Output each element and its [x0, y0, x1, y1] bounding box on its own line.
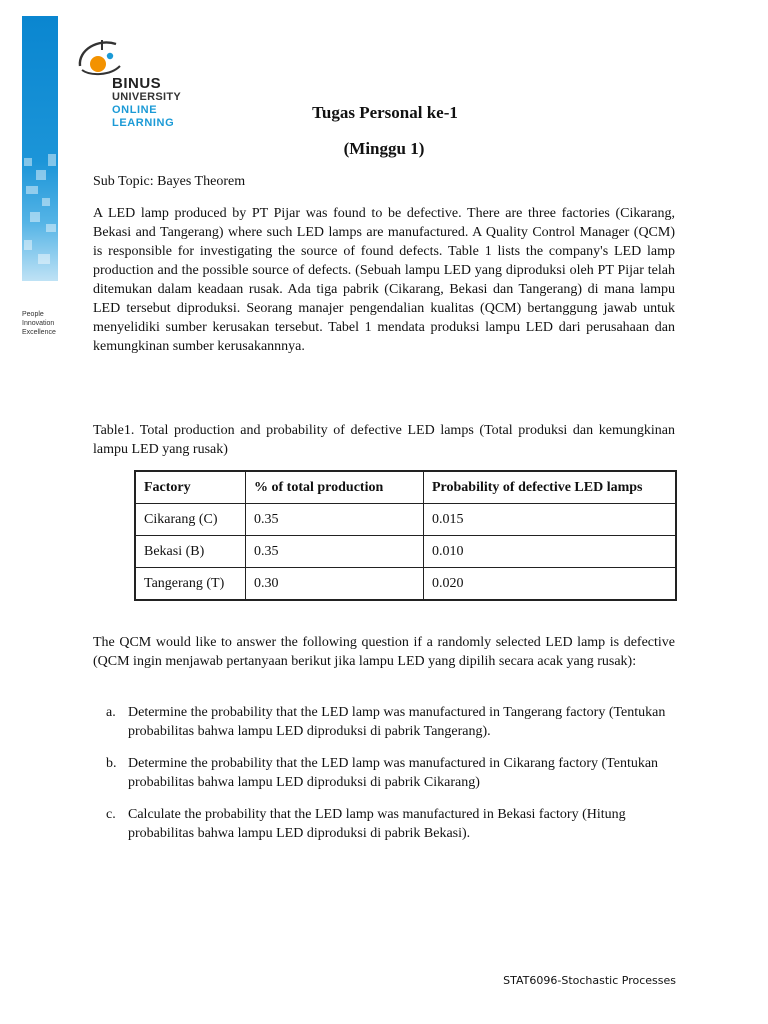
list-item: [93, 805, 675, 843]
table-cell: Bekasi (B): [135, 536, 246, 568]
table-cell: Cikarang (C): [135, 504, 246, 536]
table-header-row: [135, 471, 676, 504]
tagline-line: People: [22, 311, 44, 318]
list-item: [93, 754, 675, 792]
tagline-line: Excellence: [22, 329, 56, 336]
table-row: [135, 504, 676, 536]
page-title: [0, 103, 768, 123]
page-subtitle: (Minggu 1): [343, 139, 425, 158]
logo-binus-text: BINUS: [112, 75, 162, 92]
list-marker: a.: [106, 705, 116, 720]
table-cell: 0.30: [246, 568, 424, 601]
logo-learning-text: LEARNING: [112, 117, 175, 129]
production-table: [134, 470, 677, 601]
question-intro: The QCM would like to answer the following question if a randomly selected LED lamp is defective (QCM ingin menjawab pertanyaan berikut jika lampu LED yang dipilih secara acak yang rusak):: [93, 635, 675, 669]
table-cell: 0.35: [246, 504, 424, 536]
subtopic: Sub Topic: Bayes Theorem: [93, 174, 246, 189]
tagline-line: Innovation: [22, 320, 55, 327]
table-header-cell: Probability of defective LED lamps: [424, 471, 677, 504]
table-cell: 0.020: [424, 568, 677, 601]
intro-paragraph: A LED lamp produced by PT Pijar was found to be defective. There are three factories (Cikarang, Bekasi and Tangerang) where such LED lamps are manufactured. A Quality Control Manager (QCM) is responsible for investigating the source of found defects. Table 1 lists the company's LED lamp production and the possible source of defects. (Sebuah lampu LED yang diproduksi oleh PT Pijar telah ditemukan dalam keadaan rusak. Ada tiga pabrik (Cikarang, Bekasi dan Tangerang) di mana lampu LED tersebut diproduksi. Seorang manajer pengendalian kualitas (QCM) bertanggung jawab untuk menyelidiki sumber kerusakan tersebut. Tabel 1 mendata produksi lampu LED dari perusahaan dan kemungkinan sumber kerusakannnya.: [93, 206, 675, 354]
table-row: [135, 536, 676, 568]
logo-online-text: ONLINE: [112, 104, 158, 116]
question-list: [93, 703, 675, 856]
table-cell: 0.015: [424, 504, 677, 536]
tagline: [22, 310, 82, 337]
question-text: Determine the probability that the LED lamp was manufactured in Cikarang factory (Tentukan probabilitas bahwa lampu LED diproduksi di pabrik Cikarang): [128, 756, 659, 790]
question-text: Calculate the probability that the LED lamp was manufactured in Bekasi factory (Hitung probabilitas bahwa lampu LED diproduksi di pabrik Bekasi).: [128, 807, 626, 841]
table-cell: 0.010: [424, 536, 677, 568]
list-item: [93, 703, 675, 741]
list-marker: c.: [106, 807, 116, 822]
side-mosaic-pattern: [22, 150, 58, 285]
table-header-cell: % of total production: [246, 471, 424, 504]
table-header-cell: Factory: [135, 471, 246, 504]
page-title-text: Tugas Personal ke-1: [312, 103, 458, 122]
table-row: [135, 568, 676, 601]
logo-university-text: UNIVERSITY: [112, 91, 182, 103]
question-text: Determine the probability that the LED lamp was manufactured in Tangerang factory (Tentukan probabilitas bahwa lampu LED diproduksi di pabrik Tangerang).: [128, 705, 666, 739]
table-cell: Tangerang (T): [135, 568, 246, 601]
table-caption: Table1. Total production and probability of defective LED lamps (Total produksi dan kemungkinan lampu LED yang rusak): [93, 423, 675, 457]
list-marker: b.: [106, 756, 117, 771]
table-cell: 0.35: [246, 536, 424, 568]
course-code-footer: STAT6096-Stochastic Processes: [503, 974, 676, 987]
